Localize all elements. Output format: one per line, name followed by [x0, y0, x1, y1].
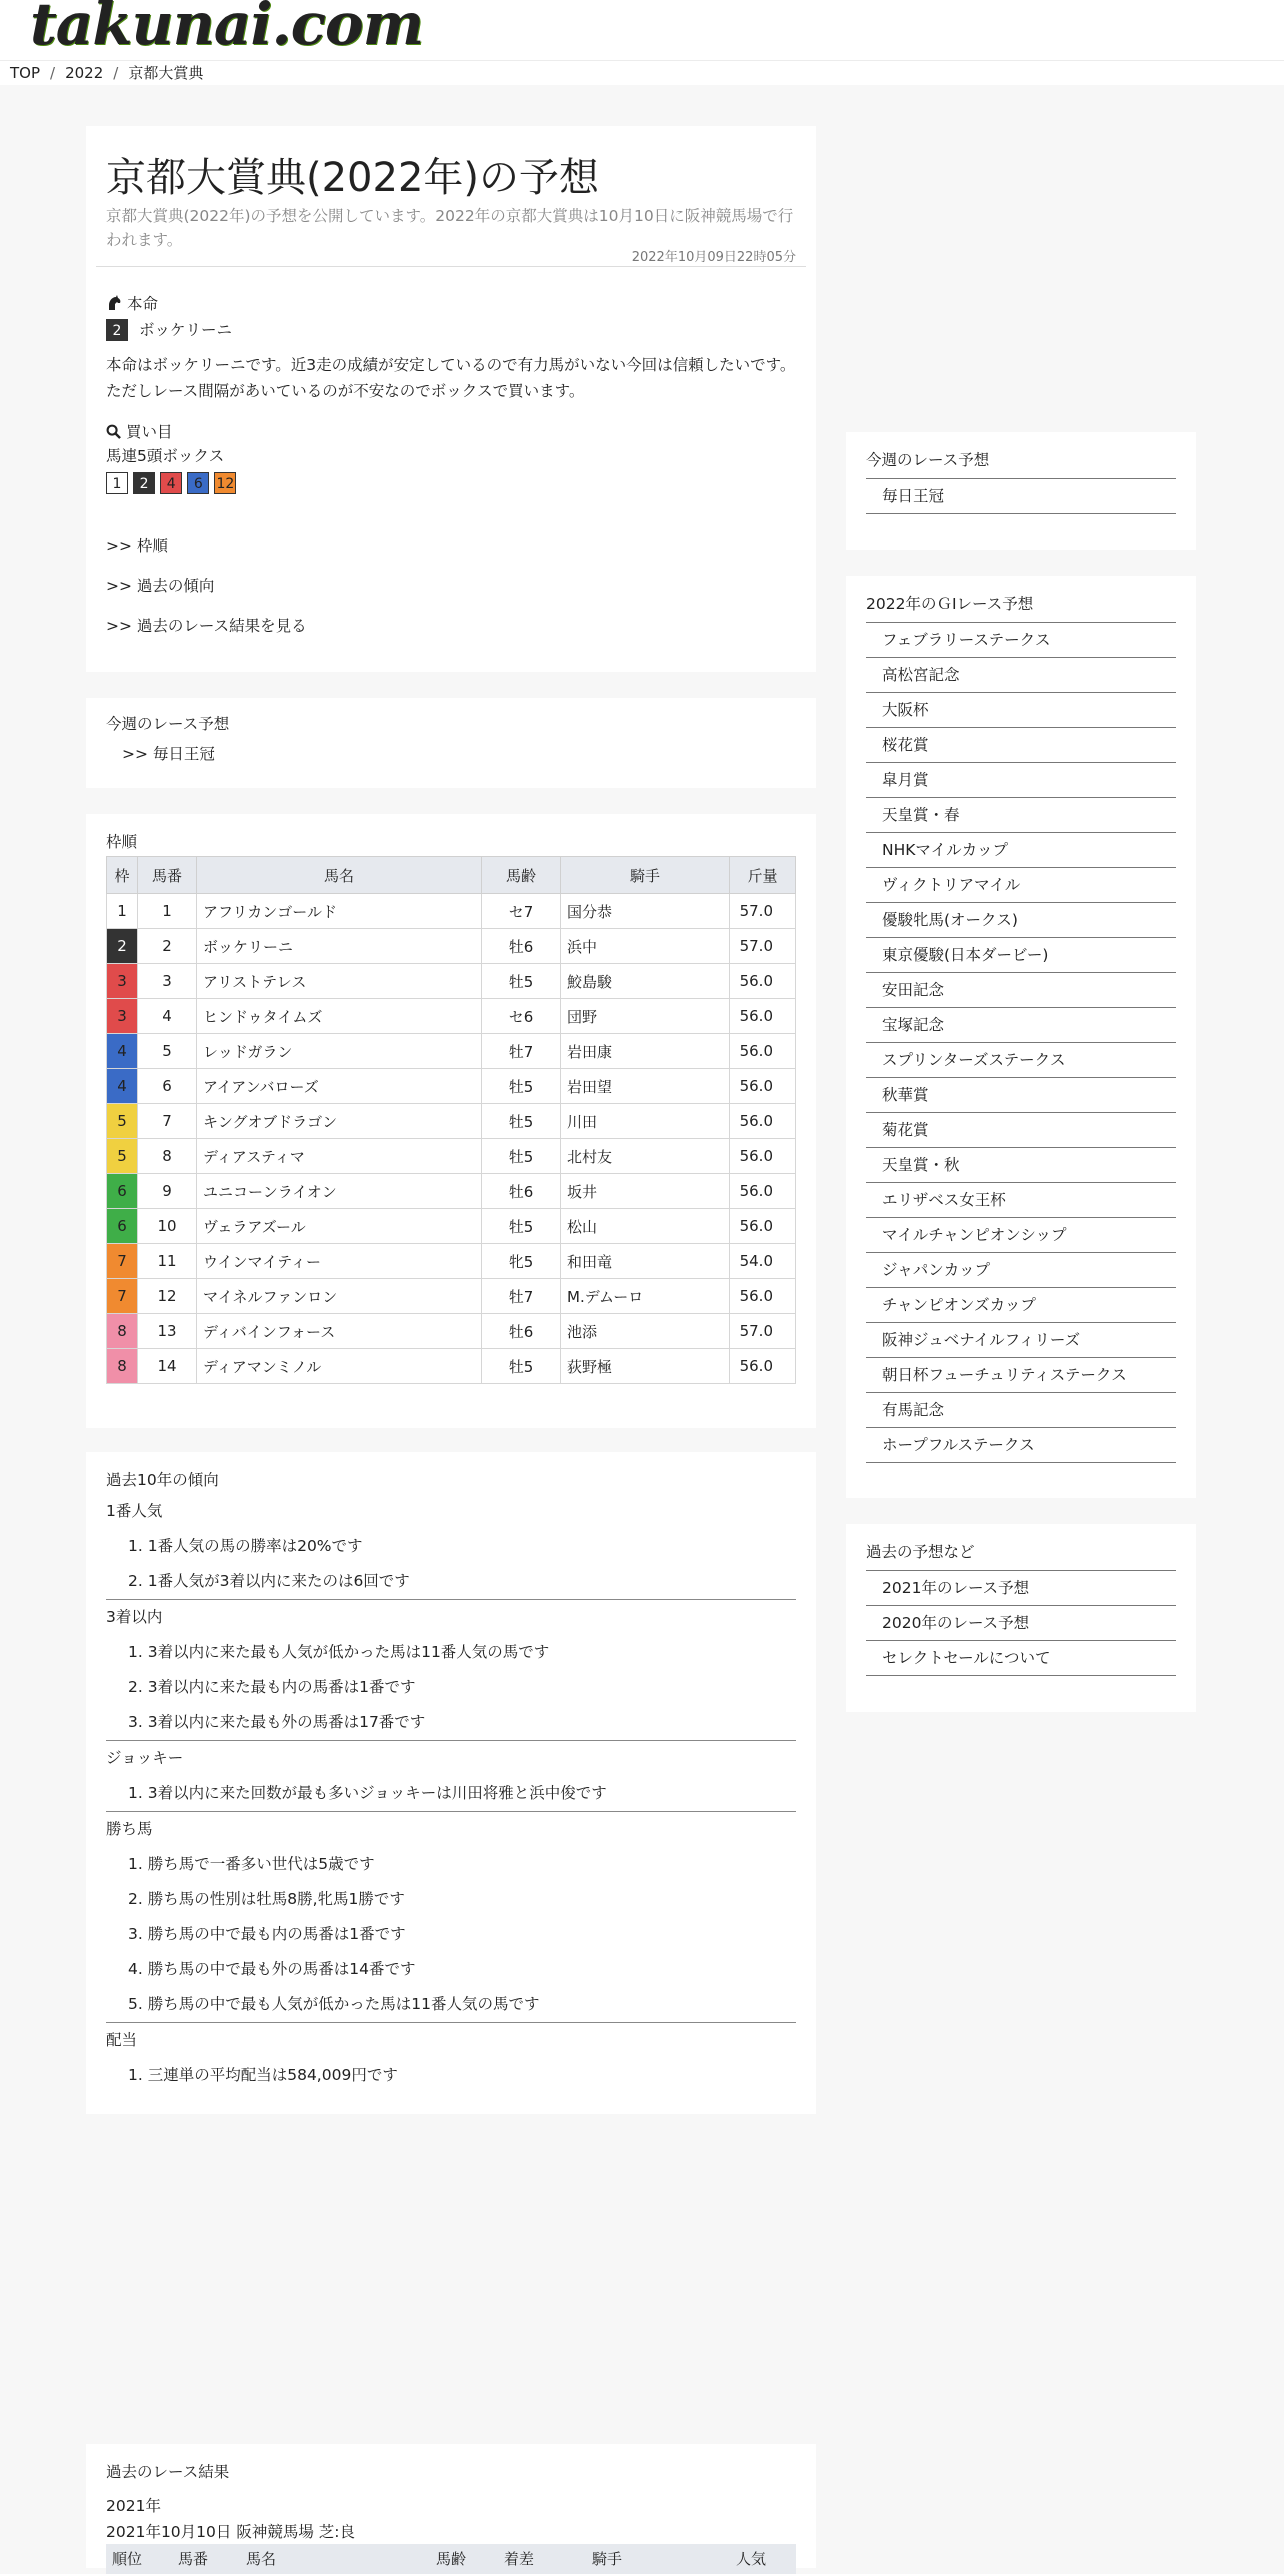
sidebar-item[interactable]: チャンピオンズカップ [866, 1288, 1176, 1323]
weight-cell: 56.0 [730, 1139, 796, 1174]
horse-name-cell: ヴェラアズール [197, 1209, 482, 1244]
sidebar-item[interactable]: 皐月賞 [866, 763, 1176, 798]
past-col-age: 馬齢 [436, 2550, 467, 2568]
age-cell: 牡5 [482, 1349, 561, 1384]
horse-name-cell: アイアンバローズ [197, 1069, 482, 1104]
frame-cell: 8 [107, 1314, 138, 1349]
trend-list [106, 1635, 796, 1740]
trends-card [86, 1452, 816, 2114]
table-row [107, 929, 796, 964]
age-cell: セ6 [482, 999, 561, 1034]
sidebar-item[interactable]: 2021年のレース予想 [866, 1571, 1176, 1606]
frame-cell: 6 [107, 1209, 138, 1244]
trend-section [106, 1741, 796, 1812]
sidebar-item[interactable]: 菊花賞 [866, 1113, 1176, 1148]
sidebar-weekly-card [846, 432, 1196, 550]
past-results-title: 過去のレース結果 [106, 2463, 230, 2481]
horse-name-cell: キングオブドラゴン [197, 1104, 482, 1139]
frame-cell: 4 [107, 1069, 138, 1104]
sidebar-item[interactable]: 安田記念 [866, 973, 1176, 1008]
sidebar-item[interactable]: ヴィクトリアマイル [866, 868, 1176, 903]
horse-name-cell: レッドガラン [197, 1034, 482, 1069]
trend-section-heading: 配当 [106, 2031, 138, 2049]
horse-name-cell: マイネルファンロン [197, 1279, 482, 1314]
past-col-margin: 着差 [504, 2550, 535, 2568]
past-results-header [106, 2544, 796, 2574]
age-cell: 牡5 [482, 1139, 561, 1174]
frame-cell: 5 [107, 1104, 138, 1139]
divider [96, 266, 806, 267]
sidebar-item[interactable]: マイルチャンピオンシップ [866, 1218, 1176, 1253]
col-frame: 枠 [107, 857, 138, 894]
sidebar-item-mainichi-okan[interactable]: 毎日王冠 [866, 479, 1176, 514]
trend-item: 2. 3着以内に来た最も内の馬番は1番です [128, 1678, 416, 1696]
trend-item: 1. 三連単の平均配当は584,009円です [128, 2066, 398, 2084]
jockey-cell: 北村友 [561, 1139, 730, 1174]
age-cell: 牡7 [482, 1034, 561, 1069]
sidebar-g1-title: 2022年のＧⅠレース予想 [866, 595, 1034, 613]
frame-cell: 8 [107, 1349, 138, 1384]
bet-number: 4 [160, 472, 182, 494]
entries-table [106, 856, 796, 1384]
past-results-card [86, 2444, 816, 2568]
number-cell: 9 [138, 1174, 197, 1209]
bet-type: 馬連5頭ボックス [106, 447, 225, 465]
number-cell: 1 [138, 894, 197, 929]
trend-section-heading: 3着以内 [106, 1608, 163, 1626]
sidebar-item[interactable]: フェブラリーステークス [866, 623, 1176, 658]
frame-cell: 1 [107, 894, 138, 929]
horse-name-cell: ヒンドゥタイムズ [197, 999, 482, 1034]
age-cell: 牡5 [482, 1104, 561, 1139]
jockey-cell: 岩田康 [561, 1034, 730, 1069]
col-age: 馬齢 [482, 857, 561, 894]
weight-cell: 56.0 [730, 1349, 796, 1384]
sidebar-g1-list [866, 622, 1176, 1463]
breadcrumb-top[interactable]: TOP [10, 64, 41, 82]
weekly-link-mainichi[interactable]: >> 毎日王冠 [122, 745, 215, 763]
sidebar-item[interactable]: スプリンターズステークス [866, 1043, 1176, 1078]
past-results-year: 2021年 [106, 2497, 161, 2515]
entries-title: 枠順 [106, 833, 138, 851]
horse-name-cell: ウインマイティー [197, 1244, 482, 1279]
sidebar-item[interactable]: エリザベス女王杯 [866, 1183, 1176, 1218]
bet-number: 2 [133, 472, 155, 494]
past-col-rank: 順位 [112, 2550, 143, 2568]
prediction-comment: 本命はボッケリーニです。近3走の成績が安定しているので有力馬がいない今回は信頼したいです。ただしレース間隔があいているのが不安なのでボックスで買います。 [106, 356, 796, 400]
age-cell: 牡6 [482, 929, 561, 964]
jockey-cell: 荻野極 [561, 1349, 730, 1384]
table-row [107, 1349, 796, 1384]
table-row [107, 964, 796, 999]
past-col-number: 馬番 [178, 2550, 209, 2568]
number-cell: 12 [138, 1279, 197, 1314]
trend-section-heading: 1番人気 [106, 1502, 163, 1520]
table-row [107, 1139, 796, 1174]
entries-card [86, 814, 816, 1428]
weight-cell: 56.0 [730, 1279, 796, 1314]
bet-number: 6 [187, 472, 209, 494]
breadcrumb-current: 京都大賞典 [128, 64, 204, 82]
age-cell: 牝5 [482, 1244, 561, 1279]
trend-list [106, 1847, 796, 2022]
number-cell: 2 [138, 929, 197, 964]
horse-name-cell: ボッケリーニ [197, 929, 482, 964]
jockey-cell: 松山 [561, 1209, 730, 1244]
horse-name-cell: ディバインフォース [197, 1314, 482, 1349]
col-weight: 斤量 [730, 857, 796, 894]
weight-cell: 54.0 [730, 1244, 796, 1279]
jockey-cell: 団野 [561, 999, 730, 1034]
sidebar-weekly-title: 今週のレース予想 [866, 451, 990, 469]
table-row [107, 1244, 796, 1279]
sidebar-item[interactable]: 大阪杯 [866, 693, 1176, 728]
sidebar-item[interactable]: セレクトセールについて [866, 1641, 1176, 1676]
number-cell: 3 [138, 964, 197, 999]
site-header [0, 0, 1284, 61]
past-col-horse: 馬名 [246, 2550, 277, 2568]
frame-cell: 7 [107, 1279, 138, 1314]
jockey-cell: 和田竜 [561, 1244, 730, 1279]
number-cell: 13 [138, 1314, 197, 1349]
trend-section-heading: 勝ち馬 [106, 1820, 153, 1838]
trend-item: 5. 勝ち馬の中で最も人気が低かった馬は11番人気の馬です [128, 1995, 540, 2013]
publish-date: 2022年10月09日22時05分 [631, 250, 796, 265]
bet-number: 12 [214, 472, 236, 494]
link-entries[interactable]: >> 枠順 [106, 537, 168, 555]
link-trends[interactable]: >> 過去の傾向 [106, 577, 215, 595]
number-cell: 14 [138, 1349, 197, 1384]
weight-cell: 57.0 [730, 894, 796, 929]
link-past-results[interactable]: >> 過去のレース結果を見る [106, 617, 307, 635]
frame-cell: 6 [107, 1174, 138, 1209]
age-cell: 牡5 [482, 1209, 561, 1244]
trend-item: 3. 3着以内に来た最も外の馬番は17番です [128, 1713, 426, 1731]
jockey-cell: M.デムーロ [561, 1279, 730, 1314]
jockey-cell: 坂井 [561, 1174, 730, 1209]
sidebar-item[interactable]: 桜花賞 [866, 728, 1176, 763]
table-row [107, 1104, 796, 1139]
trend-item: 3. 勝ち馬の中で最も内の馬番は1番です [128, 1925, 406, 1943]
weight-cell: 56.0 [730, 999, 796, 1034]
sidebar-item[interactable]: ホープフルステークス [866, 1428, 1176, 1463]
bet-heading [106, 420, 172, 442]
past-col-popularity: 人気 [736, 2550, 767, 2568]
trends-title: 過去10年の傾向 [106, 1471, 219, 1489]
past-col-jockey: 騎手 [592, 2550, 623, 2568]
trend-section-heading: ジョッキー [106, 1749, 184, 1767]
trend-section [106, 2023, 796, 2093]
prediction-card [86, 126, 816, 672]
bet-numbers [106, 472, 236, 494]
number-cell: 6 [138, 1069, 197, 1104]
bet-label: 買い目 [125, 423, 173, 441]
table-row [107, 1034, 796, 1069]
trend-item: 1. 3着以内に来た最も人気が低かった馬は11番人気の馬です [128, 1643, 550, 1661]
frame-cell: 3 [107, 999, 138, 1034]
sidebar-item[interactable]: 阪神ジュベナイルフィリーズ [866, 1323, 1176, 1358]
number-cell: 8 [138, 1139, 197, 1174]
age-cell: セ7 [482, 894, 561, 929]
weight-cell: 57.0 [730, 929, 796, 964]
trend-item: 1. 1番人気の馬の勝率は20%です [128, 1537, 363, 1555]
weight-cell: 57.0 [730, 1314, 796, 1349]
trend-section [106, 1494, 796, 1600]
table-row [107, 1209, 796, 1244]
trend-list [106, 1529, 796, 1599]
weight-cell: 56.0 [730, 1174, 796, 1209]
age-cell: 牡5 [482, 1069, 561, 1104]
col-horse: 馬名 [197, 857, 482, 894]
search-icon [106, 424, 121, 439]
past-results-race-info: 2021年10月10日 阪神競馬場 芝:良 [106, 2523, 355, 2541]
weight-cell: 56.0 [730, 1209, 796, 1244]
trend-item: 1. 3着以内に来た回数が最も多いジョッキーは川田将雅と浜中俊です [128, 1784, 607, 1802]
number-cell: 11 [138, 1244, 197, 1279]
frame-cell: 2 [107, 929, 138, 964]
sidebar-item[interactable]: 秋華賞 [866, 1078, 1176, 1113]
horse-name-cell: アフリカンゴールド [197, 894, 482, 929]
sidebar-item[interactable]: NHKマイルカップ [866, 833, 1176, 868]
horse-name-cell: ユニコーンライオン [197, 1174, 482, 1209]
table-row [107, 999, 796, 1034]
jockey-cell: 浜中 [561, 929, 730, 964]
sidebar-item[interactable]: 高松宮記念 [866, 658, 1176, 693]
horse-name-cell: ディアスティマ [197, 1139, 482, 1174]
jockey-cell: 川田 [561, 1104, 730, 1139]
bet-number: 1 [106, 472, 128, 494]
trend-list [106, 2058, 796, 2093]
table-row [107, 1314, 796, 1349]
sidebar-item[interactable]: 有馬記念 [866, 1393, 1176, 1428]
frame-cell: 4 [107, 1034, 138, 1069]
table-row [107, 1279, 796, 1314]
trend-list [106, 1776, 796, 1811]
sidebar-item[interactable]: 朝日杯フューチュリティステークス [866, 1358, 1176, 1393]
trend-item: 1. 勝ち馬で一番多い世代は5歳です [128, 1855, 375, 1873]
honmei-horse-name: ボッケリーニ [138, 321, 232, 339]
number-cell: 4 [138, 999, 197, 1034]
sidebar-item[interactable]: 2020年のレース予想 [866, 1606, 1176, 1641]
col-number: 馬番 [138, 857, 197, 894]
sidebar-item[interactable]: 宝塚記念 [866, 1008, 1176, 1043]
sidebar-weekly-list [866, 478, 1176, 514]
number-cell: 7 [138, 1104, 197, 1139]
trend-item: 2. 1番人気が3着以内に来たのは6回です [128, 1572, 410, 1590]
weekly-card [86, 698, 816, 788]
horse-name-cell: ディアマンミノル [197, 1349, 482, 1384]
frame-cell: 5 [107, 1139, 138, 1174]
honmei-heading [106, 292, 158, 314]
sidebar-past-list [866, 1570, 1176, 1676]
trend-section [106, 1812, 796, 2023]
jockey-cell: 池添 [561, 1314, 730, 1349]
honmei-number-badge: 2 [106, 319, 128, 341]
jockey-cell: 国分恭 [561, 894, 730, 929]
frame-cell: 7 [107, 1244, 138, 1279]
sidebar-item[interactable]: ジャパンカップ [866, 1253, 1176, 1288]
age-cell: 牡5 [482, 964, 561, 999]
weight-cell: 56.0 [730, 1104, 796, 1139]
table-row [107, 1069, 796, 1104]
sidebar-g1-card [846, 576, 1196, 1498]
horse-name-cell: アリストテレス [197, 964, 482, 999]
age-cell: 牡6 [482, 1174, 561, 1209]
sidebar-item[interactable]: 優駿牝馬(オークス) [866, 903, 1176, 938]
page-title: 京都大賞典(2022年)の予想 [106, 155, 600, 201]
weight-cell: 56.0 [730, 1034, 796, 1069]
trend-section [106, 1600, 796, 1741]
sidebar-past-card [846, 1524, 1196, 1712]
weekly-title: 今週のレース予想 [106, 715, 230, 733]
table-header-row [107, 857, 796, 894]
weight-cell: 56.0 [730, 1069, 796, 1104]
breadcrumb-year[interactable]: 2022 [65, 64, 104, 82]
trend-item: 2. 勝ち馬の性別は牡馬8勝,牝馬1勝です [128, 1890, 405, 1908]
col-jockey: 騎手 [561, 857, 730, 894]
age-cell: 牡6 [482, 1314, 561, 1349]
table-row [107, 1174, 796, 1209]
breadcrumb: TOP / 2022 / 京都大賞典 [0, 61, 1284, 85]
frame-cell: 3 [107, 964, 138, 999]
weight-cell: 56.0 [730, 964, 796, 999]
jockey-cell: 鮫島駿 [561, 964, 730, 999]
age-cell: 牡7 [482, 1279, 561, 1314]
sidebar-item[interactable]: 天皇賞・春 [866, 798, 1176, 833]
number-cell: 5 [138, 1034, 197, 1069]
sidebar-item[interactable]: 東京優駿(日本ダービー) [866, 938, 1176, 973]
table-row [107, 894, 796, 929]
article-lead: 京都大賞典(2022年)の予想を公開しています。2022年の京都大賞典は10月10日に阪神競馬場で行われます。 [106, 207, 794, 249]
honmei-label: 本命 [126, 295, 158, 313]
horse-icon [106, 295, 122, 311]
number-cell: 10 [138, 1209, 197, 1244]
trend-item: 4. 勝ち馬の中で最も外の馬番は14番です [128, 1960, 416, 1978]
sidebar-past-title: 過去の予想など [866, 1543, 975, 1561]
sidebar-item[interactable]: 天皇賞・秋 [866, 1148, 1176, 1183]
honmei-horse-row [106, 318, 232, 341]
jockey-cell: 岩田望 [561, 1069, 730, 1104]
site-logo[interactable]: takunai.com [30, 0, 424, 58]
